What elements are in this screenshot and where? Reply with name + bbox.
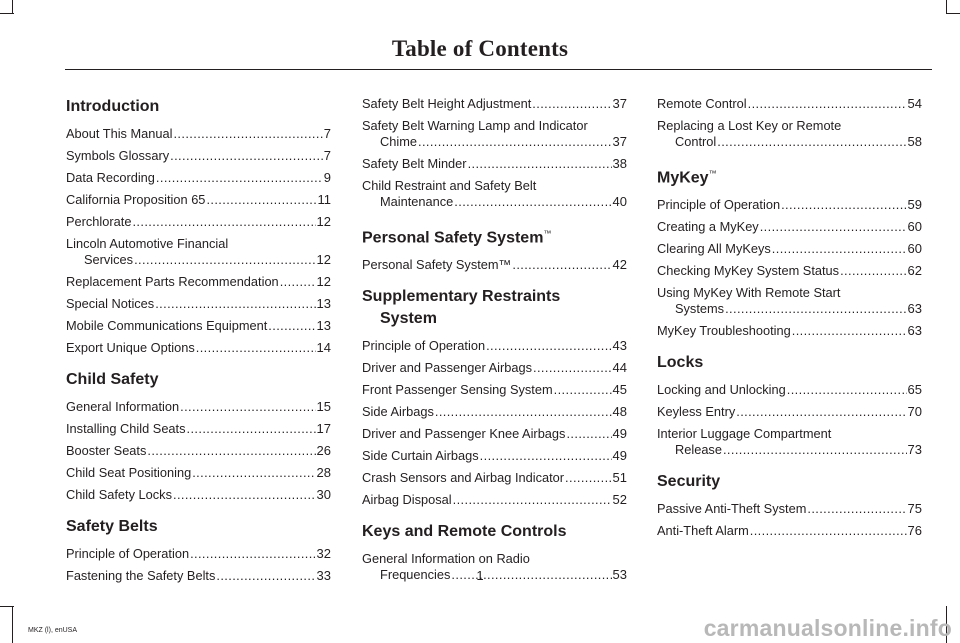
toc-entry-title: California Proposition 65 — [66, 192, 206, 207]
section-heading — [66, 96, 331, 118]
toc-entry-title: Principle of Operation — [362, 338, 486, 354]
toc-entry-title: Services — [84, 252, 134, 267]
dot-leader — [480, 448, 612, 464]
toc-entry[interactable] — [657, 323, 922, 339]
toc-page-number: 48 — [612, 404, 627, 420]
dot-leader — [717, 134, 906, 150]
toc-page-number: 60 — [907, 241, 922, 257]
trademark-symbol: ™ — [543, 229, 552, 238]
section-heading-text: Personal Safety System — [362, 229, 544, 247]
section-heading — [657, 163, 922, 189]
toc-entry[interactable] — [362, 257, 627, 273]
toc-entry[interactable] — [66, 236, 331, 268]
dot-leader — [554, 382, 612, 398]
toc-entry-title: Keyless Entry — [657, 404, 736, 420]
toc-entry-title: Replacing a Lost Key or Remote — [657, 118, 842, 133]
toc-page-number: 65 — [907, 382, 922, 398]
toc-entry[interactable] — [657, 426, 922, 458]
toc-entry-title: Checking MyKey System Status — [657, 263, 840, 279]
toc-page-number: 63 — [907, 301, 922, 317]
toc-entry-title: Frequencies — [380, 567, 451, 583]
toc-page-number: 49 — [612, 426, 627, 442]
toc-entry-title: Safety Belt Minder — [362, 156, 467, 171]
toc-page-number: 76 — [907, 523, 922, 539]
toc-entry-title: Driver and Passenger Knee Airbags — [362, 426, 566, 442]
toc-entry[interactable] — [362, 338, 627, 354]
page-number: 1 — [476, 568, 484, 583]
toc-entry-title: Mobile Communications Equipment — [66, 318, 268, 333]
dot-leader — [760, 219, 907, 235]
toc-entry-title: Creating a MyKey — [657, 219, 759, 235]
toc-entry[interactable] — [657, 241, 922, 257]
dot-leader — [132, 214, 315, 230]
toc-page-number: 42 — [612, 257, 627, 273]
crop-mark-top-left-v — [12, 0, 13, 14]
toc-page-number: 44 — [612, 360, 627, 376]
dot-leader — [781, 197, 906, 213]
toc-entry[interactable] — [657, 523, 922, 539]
toc-page-number: 62 — [907, 263, 922, 279]
toc-entry-title: Anti-Theft Alarm — [657, 523, 749, 539]
toc-entry-title: Child Restraint and Safety Belt — [362, 178, 537, 193]
section-heading-text: MyKey — [657, 169, 709, 187]
toc-entry-title: Control — [675, 134, 717, 149]
dot-leader — [187, 421, 316, 437]
section-heading — [362, 521, 627, 543]
dot-leader — [486, 338, 611, 354]
toc-column-3 — [657, 96, 922, 545]
toc-entry[interactable] — [66, 148, 331, 164]
dot-leader — [268, 318, 315, 334]
toc-entry[interactable] — [66, 465, 331, 481]
dot-leader — [792, 323, 907, 339]
section-heading-text: Introduction — [66, 98, 160, 115]
toc-entry-title: Driver and Passenger Airbags — [362, 360, 533, 376]
dot-leader — [280, 274, 316, 290]
section-heading — [657, 352, 922, 374]
toc-entry-title: Fastening the Safety Belts — [66, 568, 216, 583]
toc-entry-title: Booster Seats — [66, 443, 147, 458]
toc-entry-title: Lincoln Automotive Financial — [66, 236, 229, 251]
toc-entry-title: General Information — [66, 399, 180, 414]
dot-leader — [748, 96, 907, 112]
toc-entry-title: Side Airbags — [362, 404, 434, 420]
toc-page-number: 15 — [316, 399, 331, 414]
dot-leader — [725, 301, 906, 317]
toc-entry-title: About This Manual — [66, 126, 173, 141]
toc-entry-title: Clearing All MyKeys — [657, 241, 771, 257]
title-rule — [65, 69, 932, 70]
toc-entry-title: Remote Control — [657, 96, 747, 111]
toc-entry-title: Chime — [380, 134, 417, 149]
section-heading-text: Child Safety — [66, 371, 159, 388]
toc-entry[interactable] — [66, 340, 331, 356]
dot-leader — [532, 96, 611, 112]
toc-entry[interactable] — [657, 219, 922, 235]
toc-entry-title: Locking and Unlocking — [657, 382, 786, 398]
toc-entry-title: Special Notices — [66, 296, 155, 311]
toc-entry-title: Symbols Glossary — [66, 148, 170, 163]
toc-entry-title: Passive Anti-Theft System — [657, 501, 807, 517]
dot-leader — [566, 426, 611, 442]
toc-page-number: 13 — [316, 296, 331, 311]
toc-page-number: 7 — [323, 148, 331, 163]
dot-leader — [180, 399, 315, 415]
crop-mark-top-right-v — [946, 0, 947, 14]
toc-page-number: 11 — [317, 192, 331, 207]
toc-entry-title: Airbag Disposal — [362, 492, 452, 508]
toc-page-number: 17 — [316, 421, 331, 436]
toc-page-number: 33 — [316, 568, 331, 583]
toc-entry-title: Interior Luggage Compartment — [657, 426, 832, 442]
crop-mark-bottom-left-v — [12, 606, 13, 643]
section-heading — [362, 286, 627, 330]
dot-leader — [156, 170, 323, 186]
document-code: MKZ (l), enUSA — [28, 627, 78, 634]
toc-page-number: 40 — [612, 194, 627, 209]
toc-page-number: 60 — [907, 219, 922, 235]
toc-page-number: 32 — [316, 546, 331, 561]
toc-entry[interactable] — [66, 170, 331, 186]
toc-entry[interactable] — [362, 404, 627, 420]
toc-column-1 — [66, 96, 331, 590]
toc-entry-title: Using MyKey With Remote Start — [657, 285, 841, 301]
toc-page-number: 28 — [316, 465, 331, 480]
section-heading-text: Supplementary Restraints — [362, 288, 561, 306]
toc-entry[interactable] — [362, 470, 627, 486]
toc-entry[interactable] — [657, 118, 922, 150]
toc-entry[interactable] — [66, 318, 331, 334]
toc-page-number: 53 — [612, 567, 627, 583]
toc-entry-title: Installing Child Seats — [66, 421, 186, 436]
crop-mark-top-right-h — [946, 13, 960, 14]
toc-entry[interactable] — [362, 448, 627, 464]
dot-leader — [147, 443, 315, 459]
dot-leader — [170, 148, 323, 164]
dot-leader — [190, 546, 315, 562]
dot-leader — [453, 492, 612, 508]
section-heading-text: Security — [657, 473, 721, 491]
toc-page-number: 45 — [612, 382, 627, 398]
toc-entry-title: General Information on Radio — [362, 551, 530, 567]
toc-entry[interactable] — [66, 421, 331, 437]
toc-entry[interactable] — [362, 492, 627, 508]
section-heading-text: Keys and Remote Controls — [362, 523, 567, 541]
toc-entry-title: Side Curtain Airbags — [362, 448, 479, 464]
toc-page-number: 12 — [316, 252, 331, 267]
dot-leader — [155, 296, 315, 312]
crop-mark-top-left-h — [0, 13, 14, 14]
dot-leader — [435, 404, 612, 420]
toc-entry[interactable] — [362, 118, 627, 150]
toc-entry[interactable] — [66, 296, 331, 312]
dot-leader — [565, 470, 612, 486]
toc-entry[interactable] — [362, 360, 627, 376]
toc-entry[interactable] — [657, 404, 922, 420]
section-heading-text: Locks — [657, 354, 704, 372]
toc-entry[interactable] — [66, 126, 331, 142]
toc-entry[interactable] — [362, 178, 627, 210]
toc-page-number: 9 — [323, 170, 331, 185]
toc-entry[interactable] — [66, 274, 331, 290]
section-heading — [66, 516, 331, 538]
toc-page-number: 14 — [316, 340, 331, 355]
toc-entry[interactable] — [66, 443, 331, 459]
page-title: Table of Contents — [391, 36, 569, 61]
toc-column-2 — [362, 96, 627, 589]
dot-leader — [206, 192, 316, 208]
toc-entry-title: Perchlorate — [66, 214, 132, 229]
dot-leader — [418, 134, 612, 150]
toc-page-number: 13 — [316, 318, 331, 333]
dot-leader — [736, 404, 906, 420]
section-heading-text: Safety Belts — [66, 518, 158, 535]
toc-entry-title: Export Unique Options — [66, 340, 195, 355]
toc-entry[interactable] — [66, 192, 331, 208]
dot-leader — [454, 194, 611, 210]
toc-entry-title: Safety Belt Height Adjustment — [362, 96, 532, 111]
dot-leader — [772, 241, 907, 257]
toc-page-number: 73 — [907, 442, 922, 458]
toc-entry[interactable] — [66, 546, 331, 562]
toc-entry[interactable] — [362, 156, 627, 172]
toc-entry[interactable] — [657, 197, 922, 213]
toc-entry-title: Child Seat Positioning — [66, 465, 192, 480]
trademark-symbol: ™ — [708, 169, 717, 178]
dot-leader — [533, 360, 612, 376]
dot-leader — [196, 340, 316, 356]
crop-mark-bottom-left-h — [0, 606, 14, 607]
dot-leader — [750, 523, 907, 539]
toc-page-number: 12 — [316, 274, 331, 289]
toc-entry-title: Data Recording — [66, 170, 155, 185]
dot-leader — [192, 465, 315, 481]
toc-entry-title: Child Safety Locks — [66, 487, 172, 502]
toc-page-number: 51 — [612, 470, 627, 486]
toc-page-number: 70 — [907, 404, 922, 420]
dot-leader — [468, 156, 612, 172]
dot-leader — [723, 442, 907, 458]
toc-page-number: 12 — [316, 214, 331, 229]
toc-page-number: 26 — [316, 443, 331, 458]
section-heading — [66, 369, 331, 391]
dot-leader — [512, 257, 611, 273]
toc-entry-title: Personal Safety System™ — [362, 257, 512, 273]
toc-entry[interactable] — [657, 96, 922, 112]
dot-leader — [787, 382, 907, 398]
toc-page-number: 30 — [316, 487, 331, 502]
toc-entry-title: Front Passenger Sensing System — [362, 382, 553, 398]
toc-entry-title: MyKey Troubleshooting — [657, 323, 791, 339]
section-heading-continuation: System — [380, 310, 437, 328]
toc-entry[interactable] — [66, 399, 331, 415]
toc-entry[interactable] — [66, 214, 331, 230]
toc-page-number: 52 — [612, 492, 627, 508]
toc-entry-title: Replacement Parts Recommendation — [66, 274, 279, 289]
dot-leader — [134, 252, 315, 268]
watermark-text: carmanualsonline.info — [703, 615, 952, 641]
dot-leader — [807, 501, 906, 517]
toc-entry[interactable] — [657, 501, 922, 517]
toc-entry-title: Maintenance — [380, 194, 454, 209]
toc-entry-title: Release — [675, 442, 722, 458]
dot-leader — [173, 126, 322, 142]
dot-leader — [840, 263, 906, 279]
toc-page-number: 49 — [612, 448, 627, 464]
toc-page-number: 75 — [907, 501, 922, 517]
toc-entry-title: Systems — [675, 301, 725, 317]
toc-page-number: 7 — [323, 126, 331, 141]
toc-entry[interactable] — [362, 96, 627, 112]
toc-page-number: 58 — [907, 134, 922, 149]
toc-page-number: 54 — [907, 96, 922, 111]
toc-entry-title: Safety Belt Warning Lamp and Indicator — [362, 118, 588, 133]
toc-page-number: 63 — [907, 323, 922, 339]
toc-page-number: 37 — [612, 134, 627, 149]
toc-page-number: 37 — [612, 96, 627, 111]
toc-entry-title: Principle of Operation — [657, 197, 781, 213]
toc-entry[interactable] — [362, 426, 627, 442]
toc-entry-title: Crash Sensors and Airbag Indicator — [362, 470, 565, 486]
toc-entry[interactable] — [657, 263, 922, 279]
dot-leader — [173, 487, 316, 503]
section-heading — [657, 471, 922, 493]
toc-page-number: 43 — [612, 338, 627, 354]
section-heading — [362, 223, 627, 249]
toc-page-number: 38 — [612, 156, 627, 171]
toc-entry-title: Principle of Operation — [66, 546, 190, 561]
toc-entry[interactable] — [66, 487, 331, 503]
toc-page-number: 59 — [907, 197, 922, 213]
toc-entry[interactable] — [657, 285, 922, 317]
toc-entry[interactable] — [362, 382, 627, 398]
toc-entry[interactable] — [657, 382, 922, 398]
